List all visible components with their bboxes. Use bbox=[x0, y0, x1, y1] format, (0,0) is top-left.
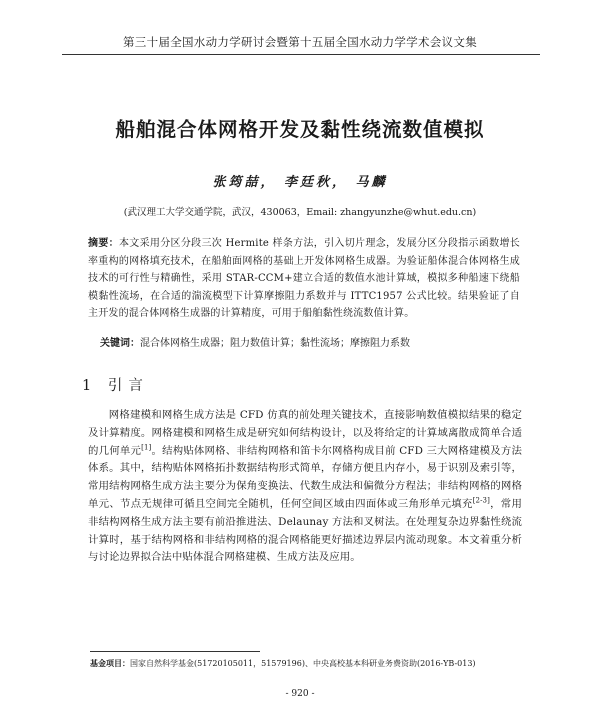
citation-1: [1] bbox=[141, 443, 152, 452]
keywords bbox=[100, 334, 520, 349]
intro-text-2: 。结构贴体网格、非结构网格和笛卡尔网格构成目前 CFD 三大网格建模及方法体系。其中，结构贴体网格拓扑数据结构形式简单，存储方便且内存小，易于识别及索引等，常用结构网格生成方法主要分为保角变换法、代数生成法和偏微分方程法；非结构网格的网格单元、节点无规律可循且空间完全随机，任何空间区域由四面体或三角形单元填充 bbox=[88, 444, 523, 510]
keywords-text: 混合体网格生成器；阻力数值计算；黏性流场；摩擦阻力系数 bbox=[140, 338, 410, 349]
intro-text-3: ，常用非结构网格生成方法主要有前沿推进法、Delaunay 方法和叉树法。在处理复杂边界黏性绕流计算时，基于结构网格和非结构网格的混合网格能更好描述边界层内流动现象。本文着重分析与讨论边界拟合法中贴体混合网格建模、生成方法及应用。 bbox=[88, 497, 522, 564]
header-rule bbox=[62, 54, 540, 55]
citation-2: [2-3] bbox=[472, 496, 490, 505]
keywords-label: 关键词： bbox=[100, 338, 140, 349]
footnote-text: 国家自然科学基金(51720105011，51579196)、中央高校基本科研业务费资助(2016-YB-013) bbox=[130, 659, 476, 668]
section-heading bbox=[82, 374, 149, 395]
authors: 张筠喆， 李廷秋， 马麟 bbox=[212, 175, 388, 190]
affiliation: (武汉理工大学交通学院，武汉，430063，Email: zhangyunzhe@whut.edu.cn) bbox=[123, 207, 477, 218]
footnote-rule bbox=[90, 651, 260, 652]
abstract-text: 本文采用分区分段三次 Hermite 样条方法，引入切片理念，发展分区分段指示函数增长率重构的网格填充技术，在船舶面网格的基础上开发体网格生成器。为验证船体混合体网格生成技术的可行性与精确性，采用 STAR-CCM+建立合适的数值水池计算域，模拟多种船速下绕船模黏性流场，在合适的湍流模型下计算摩擦阻力系数并与 ITTC1957 公式比较。结果验证了自主开发的混合体网格生成器的计算精度，可用于船舶黏性绕流数值计算。 bbox=[88, 238, 520, 320]
paper-title: 船舶混合体网格开发及黏性绕流数值模拟 bbox=[115, 118, 485, 141]
page-number: - 920 - bbox=[285, 689, 315, 699]
section-title: 引言 bbox=[107, 378, 149, 394]
funding-footnote bbox=[90, 658, 530, 669]
section-number: 1 bbox=[82, 378, 98, 394]
abstract-label: 摘要： bbox=[88, 238, 119, 249]
abstract bbox=[88, 235, 520, 323]
introduction-body bbox=[88, 407, 522, 567]
running-header: 第三十届全国水动力学研讨会暨第十五届全国水动力学学术会议文集 bbox=[123, 35, 477, 49]
intro-text-1: 网格建模和网格生成方法是 CFD 仿真的前处理关键技术，直接影响数值模拟结果的稳定及计算精度。网格建模和网格生成是研究如何结构设计，以及将给定的计算域离散成简单合适的几何单元 bbox=[88, 409, 522, 457]
intro-paragraph bbox=[88, 407, 522, 567]
footnote-label: 基金项目： bbox=[90, 659, 130, 668]
